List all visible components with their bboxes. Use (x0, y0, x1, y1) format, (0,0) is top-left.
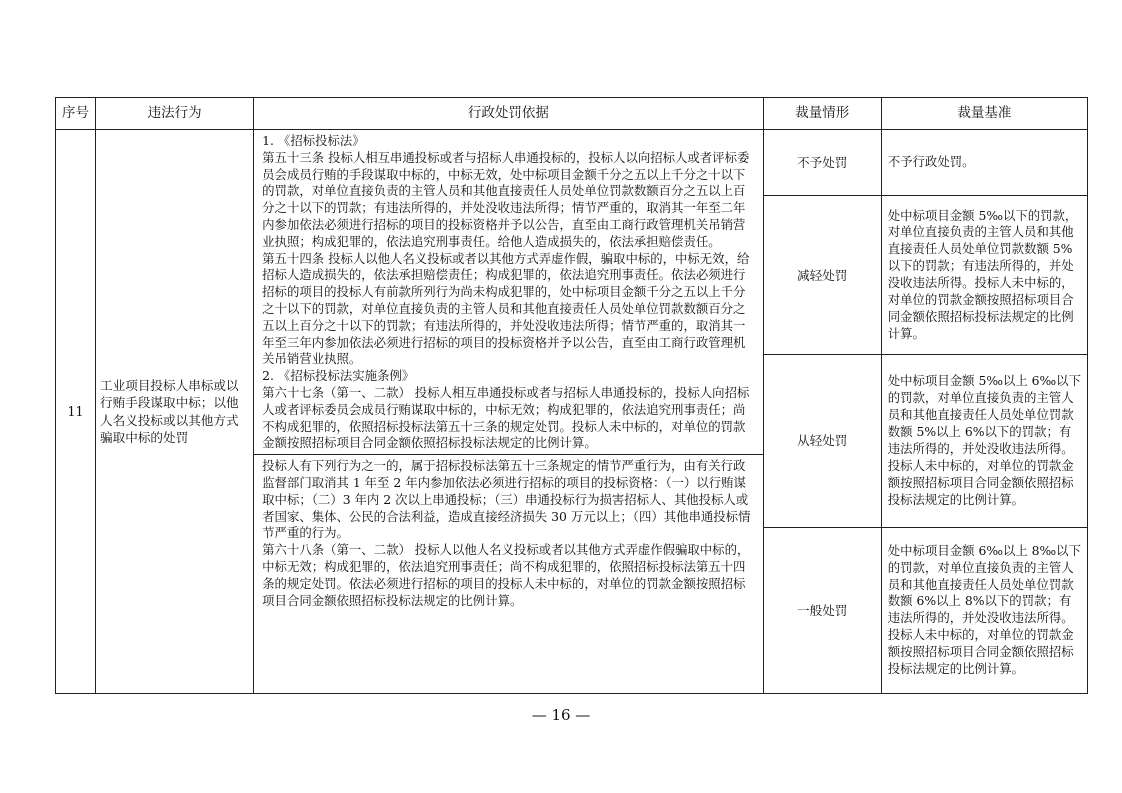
header-standard: 裁量基准 (881, 98, 1087, 130)
table-header-row (56, 98, 1088, 130)
basis-article-68: 第六十八条（第一、二款） 投标人以他人名义投标或者以其他方式弄虚作假骗取中标的，中标无效；构成犯罪的，依法追究刑事责任；尚不构成犯罪的，依照招标投标法第五十四条的规定处罚。依法必须进行招标的项目的投标人未中标的，对单位的罚款金额按照招标项目合同金额依照招标投标法规定的比例计算。 (262, 542, 750, 608)
standard-lighter: 处中标项目金额 5‰以上 6‰以下的罚款，对单位直接负责的主管人员和其他直接责任人员处单位罚款数额 5%以上 6%以下的罚款；有违法所得的，并处没收违法所得。投标人未中标的，对单位的罚款金额按照招标项目合同金额依照招标投标法规定的比例计算。 (881, 355, 1087, 528)
header-violation: 违法行为 (96, 98, 254, 130)
basis-serious-circumstances: 投标人有下列行为之一的，属于招标投标法第五十三条规定的情节严重行为，由有关行政监督部门取消其 1 年至 2 年内参加依法必须进行招标的项目的投标资格：（一）以行贿谋取中标；（二）3 年内 2 次以上串通投标；（三）串通投标行为损害招标人、其他投标人或者国家、集体、公民的合法利益，造成直接经济损失 30 万元以上；（四）其他串通投标情节严重的行为。 (262, 458, 751, 541)
situation-mitigated: 减轻处罚 (763, 196, 881, 355)
header-basis: 行政处罚依据 (254, 98, 763, 130)
basis-law-1-title: 1. 《招标投标法》 (262, 133, 365, 148)
situation-no-penalty: 不予处罚 (763, 130, 881, 196)
basis-continuation (254, 454, 762, 609)
page-number: — 16 — (531, 706, 591, 724)
row-number: 11 (56, 130, 96, 694)
basis-article-67: 第六十七条（第一、二款） 投标人相互串通投标或者与招标人串通投标的，投标人向招标人或者评标委员会成员行贿谋取中标的，中标无效；构成犯罪的，依法追究刑事责任；尚不构成犯罪的，依照招标投标法第五十三条的规定处罚。投标人未中标的，对单位的罚款金额按照招标项目合同金额依照招标投标法规定的比例计算。 (262, 384, 750, 451)
situation-lighter: 从轻处罚 (763, 355, 881, 528)
standard-mitigated: 处中标项目金额 5‰以下的罚款，对单位直接负责的主管人员和其他直接责任人员处单位罚款数额 5%以下的罚款；有违法所得的，并处没收违法所得。投标人未中标的，对单位的罚款金额按照招标项目合同金额依照招标投标法规定的比例计算。 (881, 196, 1087, 355)
header-number: 序号 (56, 98, 96, 130)
basis-article-53: 第五十三条 投标人相互串通投标或者与招标人串通投标的，投标人以向招标人或者评标委员会成员行贿的手段谋取中标的，中标无效，处中标项目金额千分之五以上千分之十以下的罚款，对单位直接负责的主管人员和其他直接责任人员处单位罚款数额百分之五以上百分之十以下的罚款；有违法所得的，并处没收违法所得；情节严重的，取消其一年至二年内参加依法必须进行招标的项目的投标资格并予以公告，直至由工商行政管理机关吊销营业执照；构成犯罪的，依法追究刑事责任。给他人造成损失的，依法承担赔偿责任。 (262, 149, 750, 249)
situation-general: 一般处罚 (763, 527, 881, 693)
standard-no-penalty: 不予行政处罚。 (881, 130, 1087, 196)
penalty-basis (254, 130, 763, 694)
violation-behavior: 工业项目投标人串标或以行贿手段谋取中标；以他人名义投标或以其他方式骗取中标的处罚 (96, 130, 254, 694)
penalty-table (55, 97, 1088, 694)
basis-law-2-title: 2. 《招标投标法实施条例》 (262, 368, 415, 384)
basis-article-54: 第五十四条 投标人以他人名义投标或者以其他方式弄虚作假，骗取中标的，中标无效，给招标人造成损失的，依法承担赔偿责任；构成犯罪的，依法追究刑事责任。依法必须进行招标的项目的投标人有前款所列行为尚未构成犯罪的，处中标项目金额千分之五以上千分之十以下的罚款，对单位直接负责的主管人员和其他直接责任人员处单位罚款数额百分之五以上百分之十以下的罚款；有违法所得的，并处没收违法所得；情节严重的，取消其一年至三年内参加依法必须进行招标的项目的投标资格并予以公告，直至由工商行政管理机关吊销营业执照。 (262, 250, 750, 367)
standard-general: 处中标项目金额 6‰以上 8‰以下的罚款，对单位直接负责的主管人员和其他直接责任人员处单位罚款数额 6%以上 8%以下的罚款；有违法所得的，并处没收违法所得。投标人未中标的，对单位的罚款金额按照招标项目合同金额依照招标投标法规定的比例计算。 (881, 527, 1087, 693)
header-situation: 裁量情形 (763, 98, 881, 130)
table-row (56, 130, 1088, 196)
